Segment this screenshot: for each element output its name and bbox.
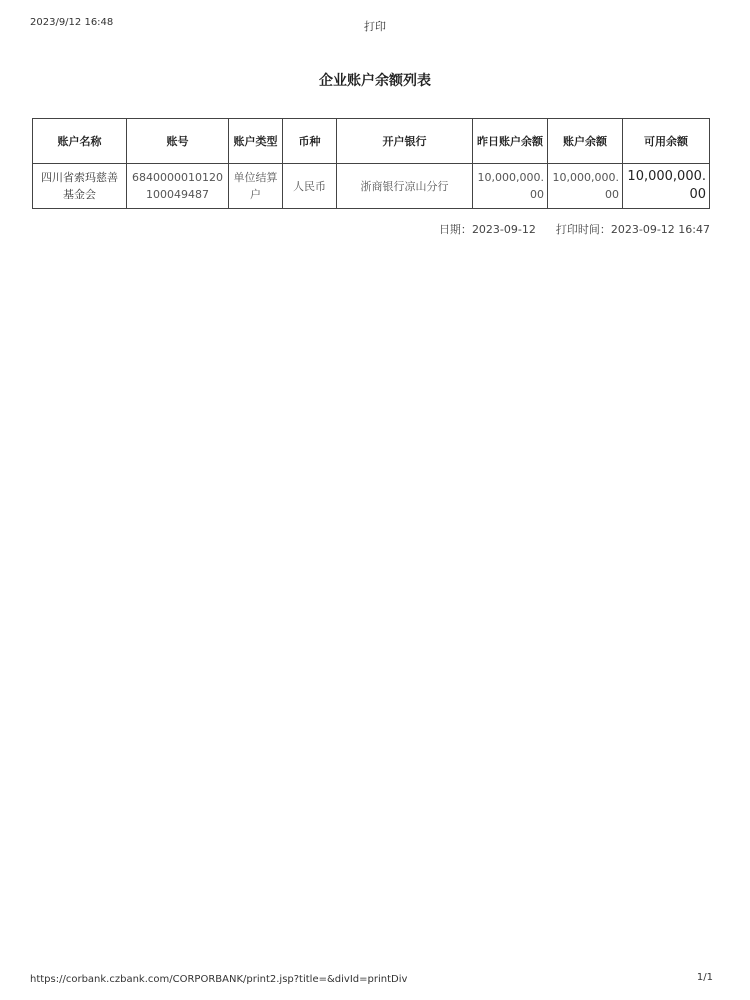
- account-number-cell: 6840000010120100049487: [127, 164, 229, 209]
- document-title: 企业账户余额列表: [319, 73, 431, 89]
- footer-url: https://corbank.czbank.com/CORPORBANK/print2.jsp?title=&divId=printDiv: [30, 974, 408, 985]
- column-header: 可用余额: [623, 119, 710, 164]
- currency-cell: 人民币: [283, 164, 337, 209]
- date-label: 日期：: [438, 223, 472, 236]
- column-header: 账户名称: [33, 119, 127, 164]
- available-balance-cell: 10,000,000.00: [623, 164, 710, 209]
- column-header: 账户类型: [229, 119, 283, 164]
- print-datetime: 2023/9/12 16:48: [30, 17, 114, 28]
- balance-cell: 10,000,000.00: [548, 164, 623, 209]
- column-header: 币种: [283, 119, 337, 164]
- column-header: 账号: [127, 119, 229, 164]
- table-row: [33, 164, 710, 209]
- yesterday-balance-cell: 10,000,000.00: [473, 164, 548, 209]
- account-name-cell: 四川省索玛慈善基金会: [33, 164, 127, 209]
- account-type-cell: 单位结算户: [229, 164, 283, 209]
- column-header: 昨日账户余额: [473, 119, 548, 164]
- page-number: 1/1: [696, 972, 713, 983]
- date-line: [439, 221, 710, 237]
- print-time-label: 打印时间：: [555, 223, 611, 236]
- bank-cell: 浙商银行凉山分行: [337, 164, 473, 209]
- print-time-value: 2023-09-12 16:47: [610, 223, 710, 236]
- table-header-row: [33, 119, 710, 164]
- column-header: 开户银行: [337, 119, 473, 164]
- account-balance-table: [32, 118, 710, 209]
- print-header-title: 打印: [364, 20, 386, 33]
- date-value: 2023-09-12: [471, 223, 536, 236]
- column-header: 账户余额: [548, 119, 623, 164]
